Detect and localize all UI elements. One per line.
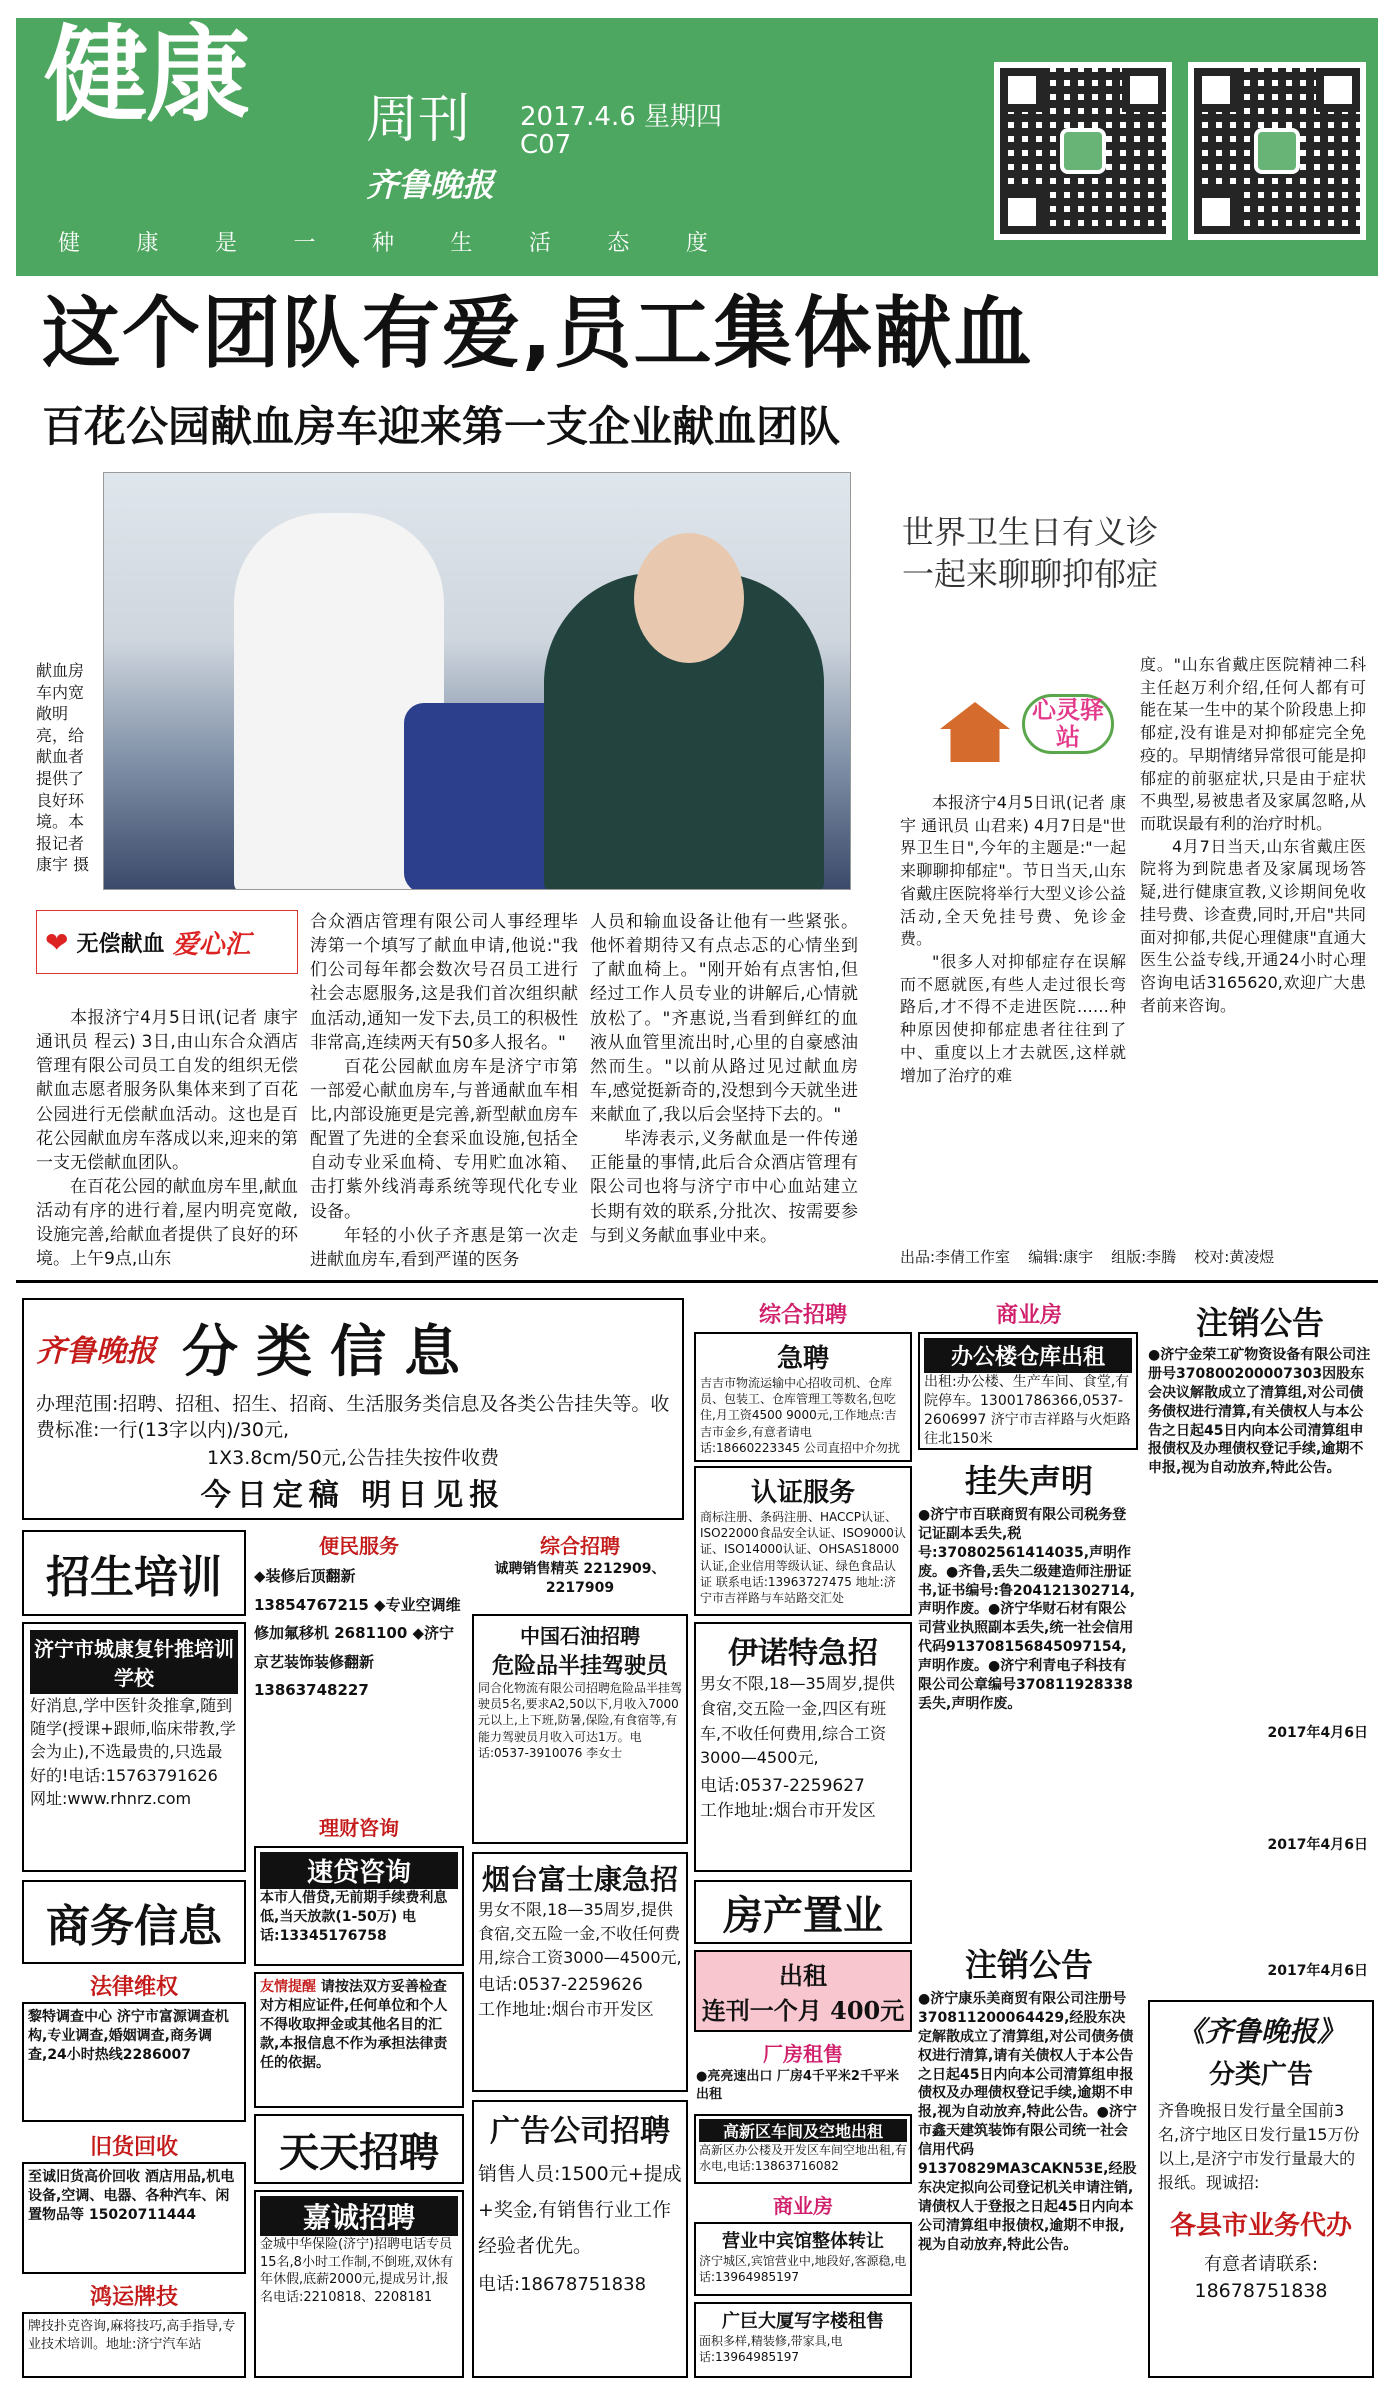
hongyuan-title: 鸿运牌技 bbox=[89, 2285, 178, 2310]
zhuxiao-date: 2017年4月6日 bbox=[1267, 1963, 1368, 1979]
yingye-ad: 营业中宾馆整体转让 济宁城区,宾馆营业中,地段好,客源稳,电话:13964985197 bbox=[694, 2222, 912, 2296]
shangye2-title: 商业房 bbox=[773, 2194, 833, 2218]
yantai-ad: 烟台富士康急招 男女不限,18—35周岁,提供食宿,交五险一金,不收任何费用,综合工资3000—4500元, 电话:0537-2259626 工作地址:烟台市开发区 bbox=[472, 1852, 688, 2092]
zonghe2-text: 诚聘销售精英 2212909、2217909 bbox=[494, 1561, 666, 1596]
main-subheadline: 百花公园献血房车迎来第一支企业献血团队 bbox=[42, 402, 841, 451]
section-divider bbox=[16, 1280, 1378, 1283]
chuzu-ad: 出租 连刊一个月 400元 bbox=[694, 1950, 912, 2032]
zhuxiao-title: 注销公告 bbox=[1195, 1304, 1324, 1342]
credits-line: 出品:李倩工作室 编辑:康宇 组版:李腾 校对:黄凌煜 bbox=[900, 1248, 1275, 1266]
tixing-ad: 友情提醒 请按法双方妥善检查对方相应证件,任何单位和个人不得收取押金或其他名目的汇款,本报信息不作为承担法律责任的依据。 bbox=[254, 1972, 464, 2108]
falv-title: 法律维权 bbox=[89, 1975, 178, 2000]
mind-station-logo: 心灵驿站 bbox=[900, 672, 1126, 792]
tiantian-heading: 天天招聘 bbox=[254, 2114, 464, 2184]
side-column-2: 度。"山东省戴庄医院精神二科主任赵万利介绍,任何人都有可能在某一生中的某个阶段患上抑郁症,没有谁是对抑郁症完全免疫的。早期情绪异常很可能是抑郁症的前驱症状,只是由于症状不典型,易被患者及家属忽略,从而耽误最有利的治疗时机。 4月7日当天,山东省戴庄医院将为到院患者及家属现场答疑,进行健康宣教,义诊期间免收挂号费、诊查费,同时,开启"共同面对抑郁,共促心理健康"直通大医生公益专线,开通24小时心理咨询电话3165620,欢迎广大患者前来咨询。 bbox=[1140, 655, 1366, 1015]
paper-name: 齐鲁晚报 bbox=[366, 166, 495, 204]
zonghe-title: 综合招聘 bbox=[758, 1303, 847, 1328]
changfang-title: 厂房租售 bbox=[763, 2042, 843, 2066]
masthead-slogan: 健 康 是 一 种 生 活 态 度 bbox=[58, 231, 708, 256]
yinuo-ad: 伊诺特急招 男女不限,18—35周岁,提供食宿,交五险一金,四区有班车,不收任何费用,综合工资3000—4500元, 电话:0537-2259627 工作地址:烟台市开发区 bbox=[694, 1622, 912, 1872]
jiacheng-ad: 嘉诚招聘 金城中华保险(济宁)招聘电话专员15名,8小时工作制,不倒班,双休有年休假,底薪2000元,提成另计,报名电话:2210818、2208181 bbox=[254, 2190, 464, 2378]
licai-title: 理财咨询 bbox=[319, 1816, 399, 1840]
zhuxiao-date: 2017年4月6日 bbox=[1267, 1725, 1368, 1741]
zhuxiao2-list: ●济宁康乐美商贸有限公司注册号370811200064429,经股东决定解散成立了清算组,对公司债务债权进行清算,请有关债权人于本公告之日起45日内向本公司清算组申报债权及办理债权登记手续,逾期不申报,视为自动放弃,特此公告。●济宁市鑫天建筑装饰有限公司统一社会信用代码91370829MA3CAKN53E,经股东决定拟向公司登记机关申请注销,请债权人于登报之日起45日内向本公司清算组申报债权,逾期不申报,视为自动放弃,特此公告。 bbox=[918, 1991, 1137, 2253]
guashi-title: 挂失声明 bbox=[964, 1462, 1093, 1500]
zonghe2-title: 综合招聘 bbox=[540, 1534, 620, 1558]
falv-ad: 黎特调查中心 济宁市富源调查机构,专业调查,婚姻调查,商务调查,24小时热线2286007 bbox=[22, 2002, 246, 2122]
zhuxiao-list: ●济宁金荣工矿物资设备有限公司注册号370800200007303因股东会决议解散成立了清算组,对公司债务债权进行清算,有关债权人与本公告之日起45日内向本公司清算组申报债权及办理债权登记手续,逾期不申报,视为自动放弃,特此公告。 bbox=[1148, 1347, 1371, 1477]
jiuhuo-title: 旧货回收 bbox=[89, 2135, 178, 2160]
blood-donation-photo bbox=[103, 472, 851, 890]
article-column-2: 合众酒店管理有限公司人事经理毕涛第一个填写了献血申请,他说:"我们公司每年都会数次号召员工进行社会志愿服务,这是我们首次组织献血活动,通知一发下去,员工的积极性非常高,连续两天有50多人报名。" 百花公园献血房车是济宁市第一部爱心献血房车,与普通献血车相比,内部设施更是完善,新型献血房车配置了先进的全套采血设施,包括全自动专业采血椅、专用贮血冰箱、击打紫外线消毒系统等现代化专业设备。 年轻的小伙子齐惠是第一次走进献血房车,看到严谨的医务 bbox=[310, 912, 578, 1270]
shangwu-heading: 商务信息 bbox=[22, 1880, 246, 1964]
fangchan-heading: 房产置业 bbox=[694, 1880, 912, 1944]
bianmin-title: 便民服务 bbox=[319, 1534, 399, 1558]
jiuhuo-ad: 至诚旧货高价回收 酒店用品,机电设备,空调、电器、各种汽车、闲置物品等 15020711444 bbox=[22, 2162, 246, 2274]
heart-icon: ❤ bbox=[45, 925, 69, 959]
side-headline: 世界卫生日有义诊 一起来聊聊抑郁症 bbox=[902, 513, 1159, 593]
zhaosheng-heading: 招生培训 bbox=[22, 1530, 246, 1616]
blood-donation-logo: ❤ 无偿献血 爱心汇 bbox=[36, 910, 298, 974]
hongyuan-ad: 牌技扑克咨询,麻将技巧,高手指导,专业技术培训。地址:济宁汽车站 bbox=[22, 2312, 246, 2378]
house-icon bbox=[940, 702, 1010, 762]
article-column-3: 人员和输血设备让他有一些紧张。他怀着期待又有点忐忑的心情坐到了献血椅上。"刚开始有点害怕,但经过工作人员专业的讲解后,心情就放松了。"齐惠说,当看到鲜红的血液从血管里流出时,心里的自豪感油然而生。"以前从路过见过献血房车,感觉挺新奇的,没想到今天就坐进来献血了,我以后会坚持下去的。" 毕涛表示,义务献血是一件传递正能量的事情,此后合众酒店管理有限公司也将与济宁市中心血站建立长期有效的联系,分批次、按需要参与到义务献血事业中来。 bbox=[590, 912, 858, 1246]
main-headline: 这个团队有爱,员工集体献血 bbox=[42, 289, 1034, 379]
renzheng-ad: 认证服务 商标注册、条码注册、HACCP认证、ISO22000食品安全认证、ISO9000认证、ISO14000认证、OHSAS18000认证,企业信用等级认证、绿色食品认证 联系电话:13963727475 地址:济宁市吉祥路与车站路交汇处 bbox=[694, 1466, 912, 1616]
weekly-label: 周刊 bbox=[366, 90, 471, 150]
gaoxin-ad: 高新区车间及空地出租 高新区办公楼及开发区车间空地出租,有水电,电话:13863716082 bbox=[694, 2114, 912, 2184]
side-column-1: 本报济宁4月5日讯(记者 康宇 通讯员 山君来) 4月7日是"世界卫生日",今年的主题是:"一起来聊聊抑郁症"。节日当天,山东省戴庄医院将举行大型义诊公益活动,全天免挂号费、免诊金费。 "很多人对抑郁症存在误解而不愿就医,有些人走过很长弯路后,才不得不走进医院……种种原因使抑郁症患者往往到了中、重度以上才去就医,这样就增加了治疗的难 bbox=[900, 793, 1126, 1085]
zhuxiao-date: 2017年4月6日 bbox=[1267, 1837, 1368, 1853]
qr-code-icon bbox=[994, 62, 1172, 240]
guangyi-ad: 广巨大厦写字楼租售 面积多样,精装修,带家具,电话:13964985197 bbox=[694, 2302, 912, 2378]
masthead-title: 健康 bbox=[44, 13, 249, 136]
qr-code-icon bbox=[1188, 62, 1366, 240]
bianmin-list: ◆装修后顶翻新 13854767215 ◆专业空调维修加氟移机 2681100 ◆济宁京艺装饰装修翻新 13863748227 bbox=[254, 1567, 461, 1699]
shiyou-ad: 中国石油招聘 危险品半挂驾驶员 同合化物流有限公司招聘危险品半挂驾驶员5名,要求A2,50以下,月收入7000元以上,上下班,防暑,保险,有食宿等,有能力驾驶员月收入可达1万。电话:0537-3910076 李女士 bbox=[472, 1614, 688, 1844]
guanggao-ad: 广告公司招聘 销售人员:1500元+提成+奖金,有销售行业工作经验者优先。 电话:18678751838 bbox=[472, 2100, 688, 2378]
school-ad: 济宁市城康复针推培训学校 好消息,学中医针灸推拿,随到随学(授课+跟师,临床带教,学会为止),不选最贵的,只选最好的!电话:15763791626 网址:www.rhnrz.com bbox=[22, 1622, 246, 1872]
classifieds-header: 齐鲁晚报 分类信息 办理范围:招聘、招租、招生、招商、生活服务类信息及各类公告挂失等。收费标准:一行(13字以内)/30元, 1X3.8cm/50元,公告挂失按件收费 今日定稿 明日见报 bbox=[22, 1298, 684, 1520]
office-ad: 办公楼仓库出租 出租:办公楼、生产车间、食堂,有院停车。13001786366,0537-2606997 济宁市吉祥路与火炬路往北150米 bbox=[918, 1332, 1138, 1450]
page-number: C07 bbox=[520, 130, 572, 160]
photo-caption: 献血房车内宽敞明亮，给献血者提供了良好环境。本报记者 康宇 摄 bbox=[36, 661, 90, 875]
changfang-text: ●亮亮速出口 厂房4千平米2千平米出租 bbox=[696, 2069, 899, 2102]
guashi-list: ●济宁市百联商贸有限公司税务登记证副本丢失,税号:370802561414035,声明作废。●齐鲁,丢失二级建造师注册证书,证书编号:鲁204121302714,声明作废。●济宁华财石材有限公司营业执照副本丢失,统一社会信用代码913708156845097154,声明作废。●济宁利青电子科技有限公司公章编号370811928338丢失,声明作废。 bbox=[918, 1507, 1136, 1712]
zhuxiao2-title: 注销公告 bbox=[964, 1946, 1093, 1984]
qilu-ad: 《齐鲁晚报》 分类广告 齐鲁晚报日发行量全国前3名,济宁地区日发行量15万份以上,是济宁市发行量最大的报纸。现诚招: 各县市业务代办 有意者请联系: 18678751838 bbox=[1148, 2000, 1374, 2378]
shangye-title: 商业房 bbox=[995, 1303, 1062, 1328]
jipin-ad: 急聘 吉吉市物流运输中心招收司机、仓库员、包装工、仓库管理工等数名,包吃住,月工资4500 9000元,工作地点:吉吉市金乡,有意者请电话:18660223345 公司直招中介勿扰 bbox=[694, 1332, 912, 1462]
sudai-ad: 速贷咨询 本市人借贷,无前期手续费利息低,当天放款(1-50万) 电话:13345176758 bbox=[254, 1846, 464, 1966]
issue-date: 2017.4.6 星期四 bbox=[520, 102, 723, 132]
article-column-1: 本报济宁4月5日讯(记者 康宇 通讯员 程云) 3日,由山东合众酒店管理有限公司员工自发的组织无偿献血志愿者服务队集体来到了百花公园进行无偿献血活动。这也是百花公园献血房车落成以来,迎来的第一支无偿献血团队。 在百花公园的献血房车里,献血活动有序的进行着,屋内明亮宽敞,设施完善,给献血者提供了良好的环境。上午9点,山东 bbox=[36, 1008, 298, 1270]
